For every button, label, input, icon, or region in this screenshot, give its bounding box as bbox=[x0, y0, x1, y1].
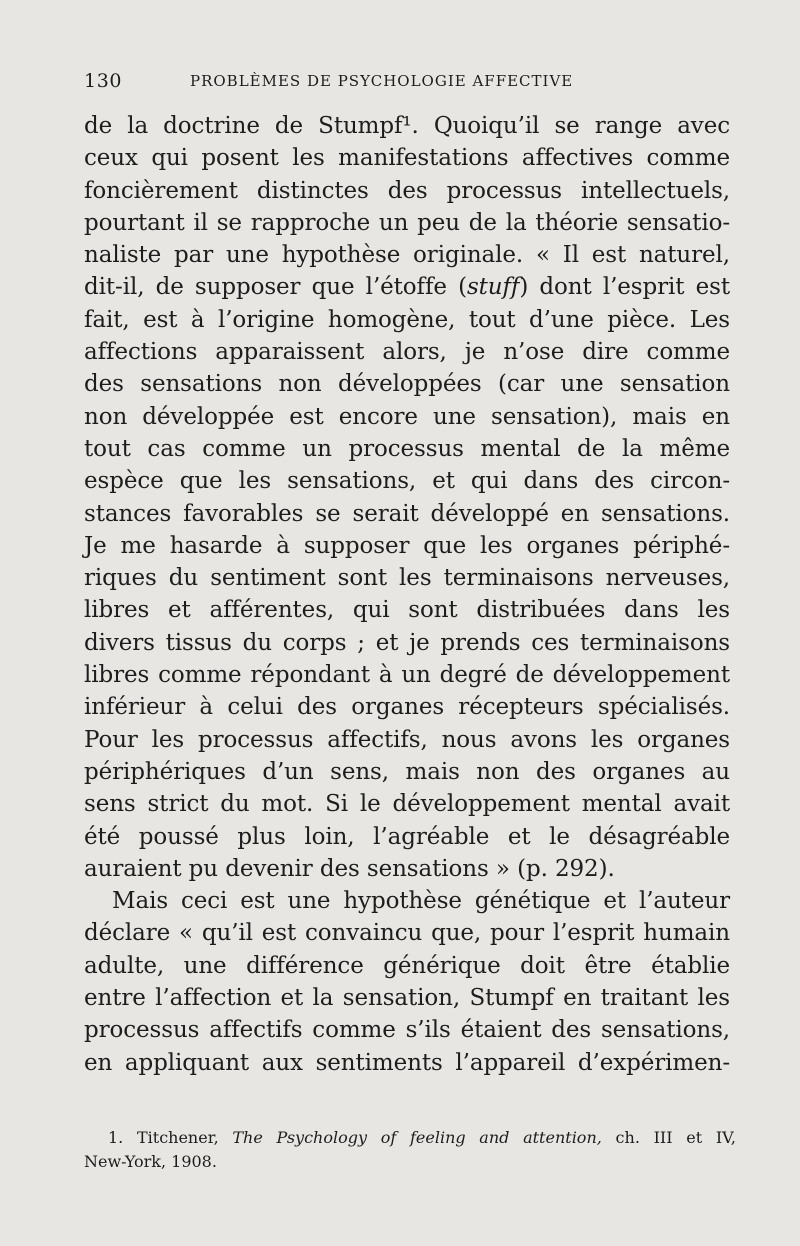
text-line: stances favorables se serait développé en sensations. bbox=[84, 500, 730, 527]
text-line: auraient pu devenir des sensations » (p. 292). bbox=[84, 855, 615, 882]
text-line: espèce que les sensations, et qui dans des circon- bbox=[84, 468, 730, 495]
text-line: processus affectifs comme s’ils étaient des sensations, bbox=[84, 1017, 730, 1044]
footnote-chapters: ch. III et IV, bbox=[615, 1128, 737, 1147]
text-line: en appliquant aux sentiments l’appareil d’expérimen- bbox=[84, 1049, 730, 1076]
text-segment: dit-il, de supposer que l’étoffe ( bbox=[84, 274, 467, 301]
text-line: tout cas comme un processus mental de la même bbox=[84, 435, 730, 462]
paragraph-start-line: Mais ceci est une hypothèse génétique et l’auteur bbox=[112, 888, 730, 915]
page-number: 130 bbox=[84, 70, 123, 92]
footnote-title: The Psychology of feeling and attention, bbox=[232, 1128, 602, 1147]
text-line: naliste par une hypothèse originale. « Il est naturel, bbox=[84, 242, 730, 269]
text-line: pourtant il se rapproche un peu de la théorie sensatio- bbox=[84, 209, 730, 236]
text-line: libres comme répondant à un degré de développement bbox=[84, 662, 730, 689]
text-line: Je me hasarde à supposer que les organes périphé- bbox=[84, 532, 730, 559]
text-line: des sensations non développées (car une sensation bbox=[84, 371, 730, 398]
text-line: non développée est encore une sensation), mais en bbox=[84, 403, 730, 430]
text-line: sens strict du mot. Si le développement mental avait bbox=[84, 791, 730, 818]
running-title: PROBLÈMES DE PSYCHOLOGIE AFFECTIVE bbox=[190, 72, 574, 90]
text-line: riques du sentiment sont les terminaisons nerveuses, bbox=[84, 565, 730, 592]
text-line: périphériques d’un sens, mais non des organes au bbox=[84, 758, 730, 785]
text-line: libres et afférentes, qui sont distribuées dans les bbox=[84, 597, 730, 624]
text-line: été poussé plus loin, l’agréable et le désagréable bbox=[84, 823, 730, 850]
italic-word: stuff bbox=[466, 274, 520, 301]
text-line: ceux qui posent les manifestations affectives comme bbox=[84, 145, 730, 172]
text-line: fait, est à l’origine homogène, tout d’une pièce. Les bbox=[84, 306, 730, 333]
text-line: Pour les processus affectifs, nous avons les organes bbox=[84, 726, 730, 753]
page-header bbox=[84, 70, 644, 98]
footnote-author: Titchener, bbox=[136, 1128, 219, 1147]
footnote-line: New-York, 1908. bbox=[84, 1152, 217, 1171]
footnote bbox=[84, 1126, 736, 1174]
text-line: inférieur à celui des organes récepteurs spécialisés. bbox=[84, 694, 730, 721]
text-line: foncièrement distinctes des processus intellectuels, bbox=[84, 177, 730, 204]
text-line: entre l’affection et la sensation, Stumpf en traitant les bbox=[84, 985, 730, 1012]
text-line: affections apparaissent alors, je n’ose dire comme bbox=[84, 339, 730, 366]
text-line: déclare « qu’il est convaincu que, pour l’esprit humain bbox=[84, 920, 730, 947]
text-line: adulte, une différence générique doit être établie bbox=[84, 952, 730, 979]
text-line: divers tissus du corps ; et je prends ces terminaisons bbox=[84, 629, 730, 656]
footnote-number: 1. bbox=[108, 1128, 124, 1147]
footnote-line bbox=[84, 1126, 736, 1150]
text-line bbox=[84, 271, 730, 303]
text-line: de la doctrine de Stumpf¹. Quoiqu’il se range avec bbox=[84, 113, 730, 139]
text-segment: ) dont l’esprit est bbox=[519, 274, 730, 301]
body-text bbox=[84, 110, 730, 1079]
